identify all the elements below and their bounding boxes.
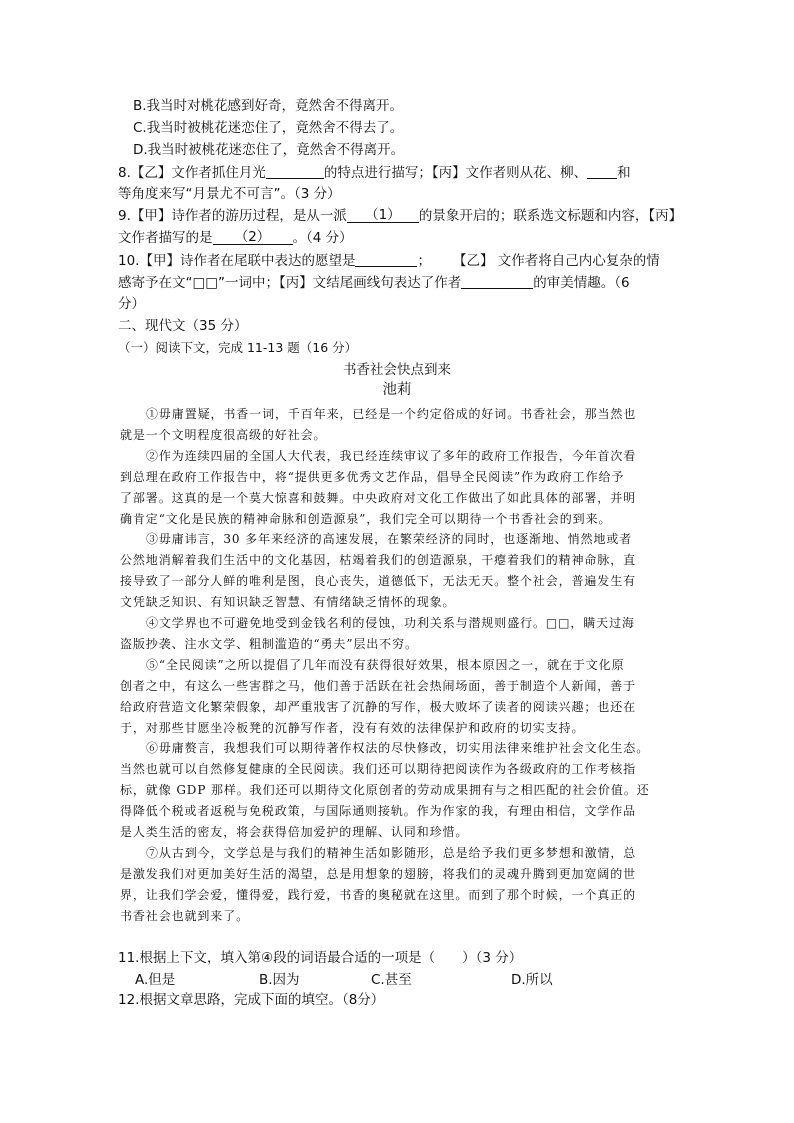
q10-text-a: 10.【甲】诗作者在尾联中表达的愿望是 [118,253,356,269]
article-line: ④文学界也不可避免地受到金钱名利的侵蚀，功利关系与潜规则盛行。□□，瞒天过海 [146,616,635,630]
article-line: 创者之中，有这么一些害群之马，他们善于活跃在社会热闹场面，善于制造个人新闻，善于 [120,678,637,693]
article-line: 盗版抄袭、注水文学、粗制滥造的“勇夫”层出不穷。 [120,636,418,651]
article-title: 书香社会快点到来 [343,362,451,378]
article-line: ③毋庸讳言，30 多年来经济的高速发展，在繁荣经济的同时，也逐渐地、悄然地或者 [146,532,633,547]
q8-text-b: 的特点进行描写；【丙】文作者则从花、柳、 [323,165,588,181]
q8-text-a: 8.【乙】文作者抓住月光 [118,165,266,181]
article-line: ⑤“全民阅读”之所以提倡了几年而没有获得很好效果，根本原因之一，就在于文化原 [146,657,625,672]
q11-stem: 11.根据上下文，填入第④段的词语最合适的一项是（ ）（3 分） [118,950,523,966]
q9-text-b: 的景象开启的；联系选文标题和内容，【丙】 [418,208,683,224]
article-line: 确肯定“文化是民族的精神命脉和创造源泉”，我们完全可以期待一个书香社会的到来。 [120,511,612,526]
q9-text-d: 。（4 分） [292,230,353,246]
q9-blank-2: （2） [213,230,293,245]
q11-option-c: C.甚至 [371,972,412,988]
article-line: 界，让我们学会爱，懂得爱，践行爱，书香的奥秘就在这里。而到了那个时候，一个真正的 [120,887,637,902]
article-line: 公然地消解着我们生活中的文化基因，枯竭着我们的创造源泉，干瘪着我们的精神命脉，直 [120,553,637,568]
q7-option-d: D.我当时被桃花迷恋住了，竟然舍不得离开。 [133,142,405,158]
q8-line2: 等角度来写“月景尤不可言”。（3 分） [118,186,341,202]
q10-text-d: 感寄予在文“□□”一词中；【丙】文结尾画线句表达了作者 [118,275,462,291]
section-subheading: （一）阅读下文，完成 11-13 题（16 分） [118,340,358,355]
article-line: ⑦从古到今，文学总是与我们的精神生活如影随形，总是给予我们更多梦想和激情，总 [146,845,637,860]
article-line: 得降低个税或者返税与免税政策，与国际通则接轨。作为作家的我，有理由相信，文学作品 [120,804,637,819]
article-line: ①毋庸置疑，书香一词，千百年来，已经是一个约定俗成的好词。书香社会，那当然也 [146,407,637,421]
article-line: 于，对那些甘愿坐冷板凳的沉静写作者，没有有效的法律保护和政府的切实支持。 [120,720,585,735]
article-line: 书香社会也就到来了。 [120,908,250,923]
q10-line3: 分） [118,296,145,312]
q8-text-c: 和 [617,165,631,181]
article-line: 是激发我们对更加美好生活的渴望，总是用想象的翅膀，将我们的灵魂升腾到更加宽阔的世 [120,866,637,881]
q10-blank-2 [461,274,533,289]
article-line: ⑥毋庸赘言，我想我们可以期待著作权法的尽快修改，切实用法律来维护社会文化生态。 [146,741,650,756]
q8-line1 [118,162,631,183]
article-line: 当然也就可以自然修复健康的全民阅读。我们还可以期待把阅读作为各级政府的工作考核指 [120,762,637,777]
q10-line2 [118,272,630,293]
article-line: 就是一个文明程度很高级的好社会。 [120,427,327,442]
q9-text-a: 9.【甲】诗作者的游历过程，是从一派 [118,208,347,224]
q9-line1 [118,206,682,226]
article-line: 标，就像 GDP 那样。我们还可以期待文化原创者的劳动成果拥有与之相匹配的社会价值。还 [120,783,650,798]
article-line: 文凭缺乏知识、有知识缺乏智慧、有情绪缺乏情怀的现象。 [120,595,456,610]
article-line: 了部署。这真的是一个莫大惊喜和鼓舞。中央政府对文化工作做出了如此具体的部署，并明 [120,490,637,505]
q9-text-c: 文作者描写的是 [118,230,213,246]
q10-text-b: ； [417,253,431,269]
q8-blank-1 [266,164,324,179]
article-line: 给政府营造文化繁荣假象，却严重戕害了沉静的写作，极大败坏了读者的阅读兴趣；也还在 [120,699,637,714]
q10-line1 [118,250,660,271]
article-line: 是人类生活的密友，将会获得倍加爱护的理解、认同和珍惜。 [120,825,469,839]
section-heading: 二、现代文（35 分） [118,318,248,334]
article-line: ②作为连续四届的全国人大代表，我已经连续审议了多年的政府工作报告，今年首次看 [146,448,637,463]
q11-options [135,970,553,990]
q7-option-c: C.我当时被桃花迷恋住了，竟然舍不得去了。 [133,120,404,136]
q10-text-c: 【乙】 文作者将自己内心复杂的情 [452,253,660,269]
q11-option-a: A.但是 [135,972,176,988]
q8-blank-2 [587,164,617,179]
article-line: 接导致了一部分人鲜的唯利是图，良心丧失，道德低下，无法无天。整个社会，普遍发生有 [120,574,637,589]
article-author: 池莉 [382,382,412,398]
q12-stem: 12.根据文章思路，完成下面的填空。（8分） [118,992,385,1008]
q9-line2 [118,228,353,248]
q7-option-b: B.我当时对桃花感到好奇，竟然舍不得离开。 [133,98,404,114]
q9-blank-1: （1） [347,208,419,223]
q11-option-d: D.所以 [511,972,553,988]
q10-text-e: 的审美情趣。（6 [533,275,630,291]
q10-blank-1 [355,252,417,267]
q11-option-b: B.因为 [259,972,300,988]
article-line: 到总理在政府工作报告中，将“提供更多优秀文艺作品，倡导全民阅读”作为政府工作给予 [120,469,625,484]
